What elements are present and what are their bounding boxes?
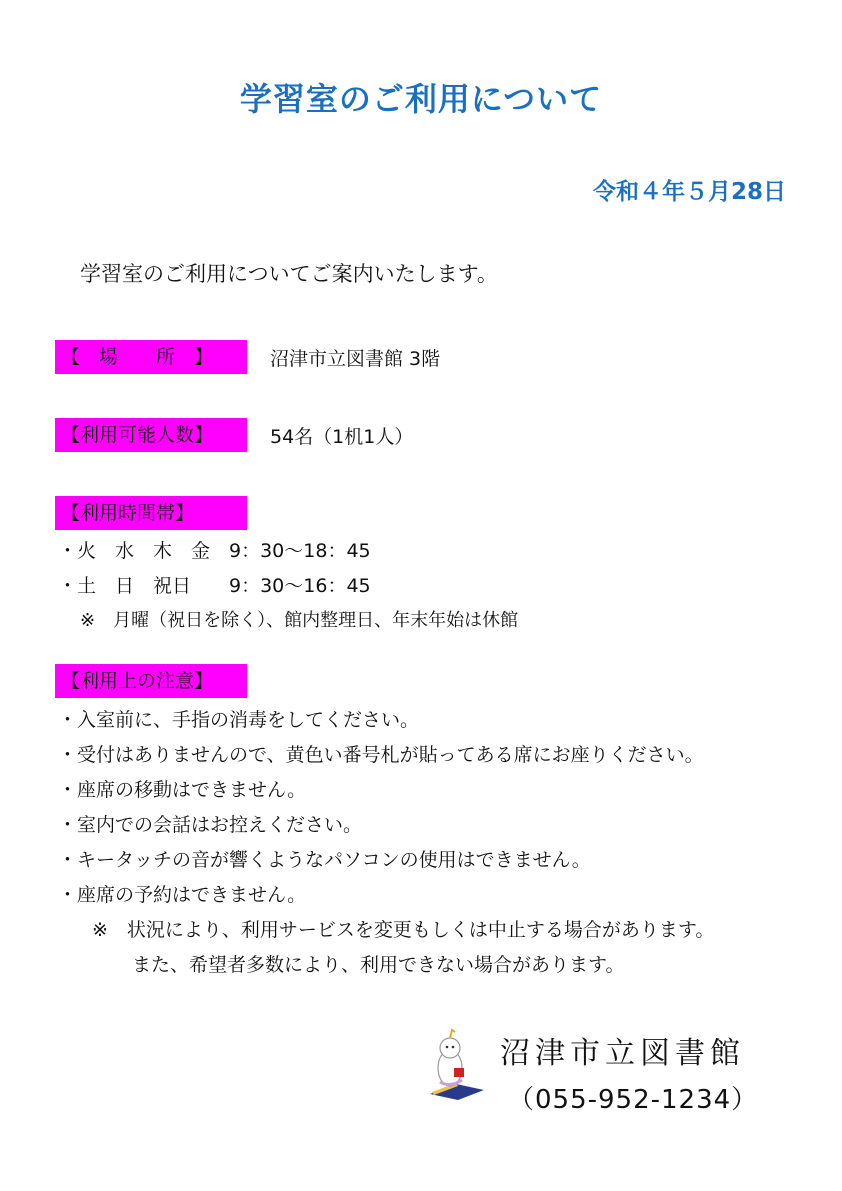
organization-name: 沼津市立図書館 — [500, 1036, 745, 1071]
place-value: 沼津市立図書館 3階 — [270, 348, 441, 370]
place-label: 【 場 所 】 — [55, 340, 247, 374]
hours-label: 【利用時間帯】 — [55, 496, 247, 530]
capacity-label: 【利用可能人数】 — [55, 418, 247, 452]
caution-note-line1: ※ 状況により、利用サービスを変更もしくは中止する場合があります。 — [92, 919, 715, 941]
caution-item: ・受付はありませんので、黄色い番号札が貼ってある席にお座りください。 — [58, 744, 704, 766]
intro-text: 学習室のご利用についてご案内いたします。 — [80, 262, 498, 286]
caution-note-line2: また、希望者多数により、利用できない場合があります。 — [132, 954, 625, 976]
library-mascot-icon — [428, 1028, 486, 1100]
page-title: 学習室のご利用について — [239, 80, 603, 118]
caution-item: ・座席の予約はできません。 — [58, 884, 307, 906]
caution-item: ・座席の移動はできません。 — [58, 779, 307, 801]
phone-number: （055-952-1234） — [508, 1085, 759, 1115]
capacity-value: 54名（1机1人） — [270, 426, 414, 448]
caution-item: ・キータッチの音が響くようなパソコンの使用はできません。 — [58, 849, 591, 871]
hours-note: ※ 月曜（祝日を除く）、館内整理日、年末年始は休館 — [80, 610, 519, 631]
hours-row-weekday: ・火 水 木 金 9：30～18：45 — [58, 540, 371, 562]
caution-item: ・入室前に、手指の消毒をしてください。 — [58, 709, 420, 731]
cautions-label: 【利用上の注意】 — [55, 664, 247, 698]
issue-date: 令和４年５月28日 — [592, 179, 786, 205]
caution-item: ・室内での会話はお控えください。 — [58, 814, 363, 836]
hours-row-weekend: ・土 日 祝日 9：30～16：45 — [58, 575, 371, 597]
